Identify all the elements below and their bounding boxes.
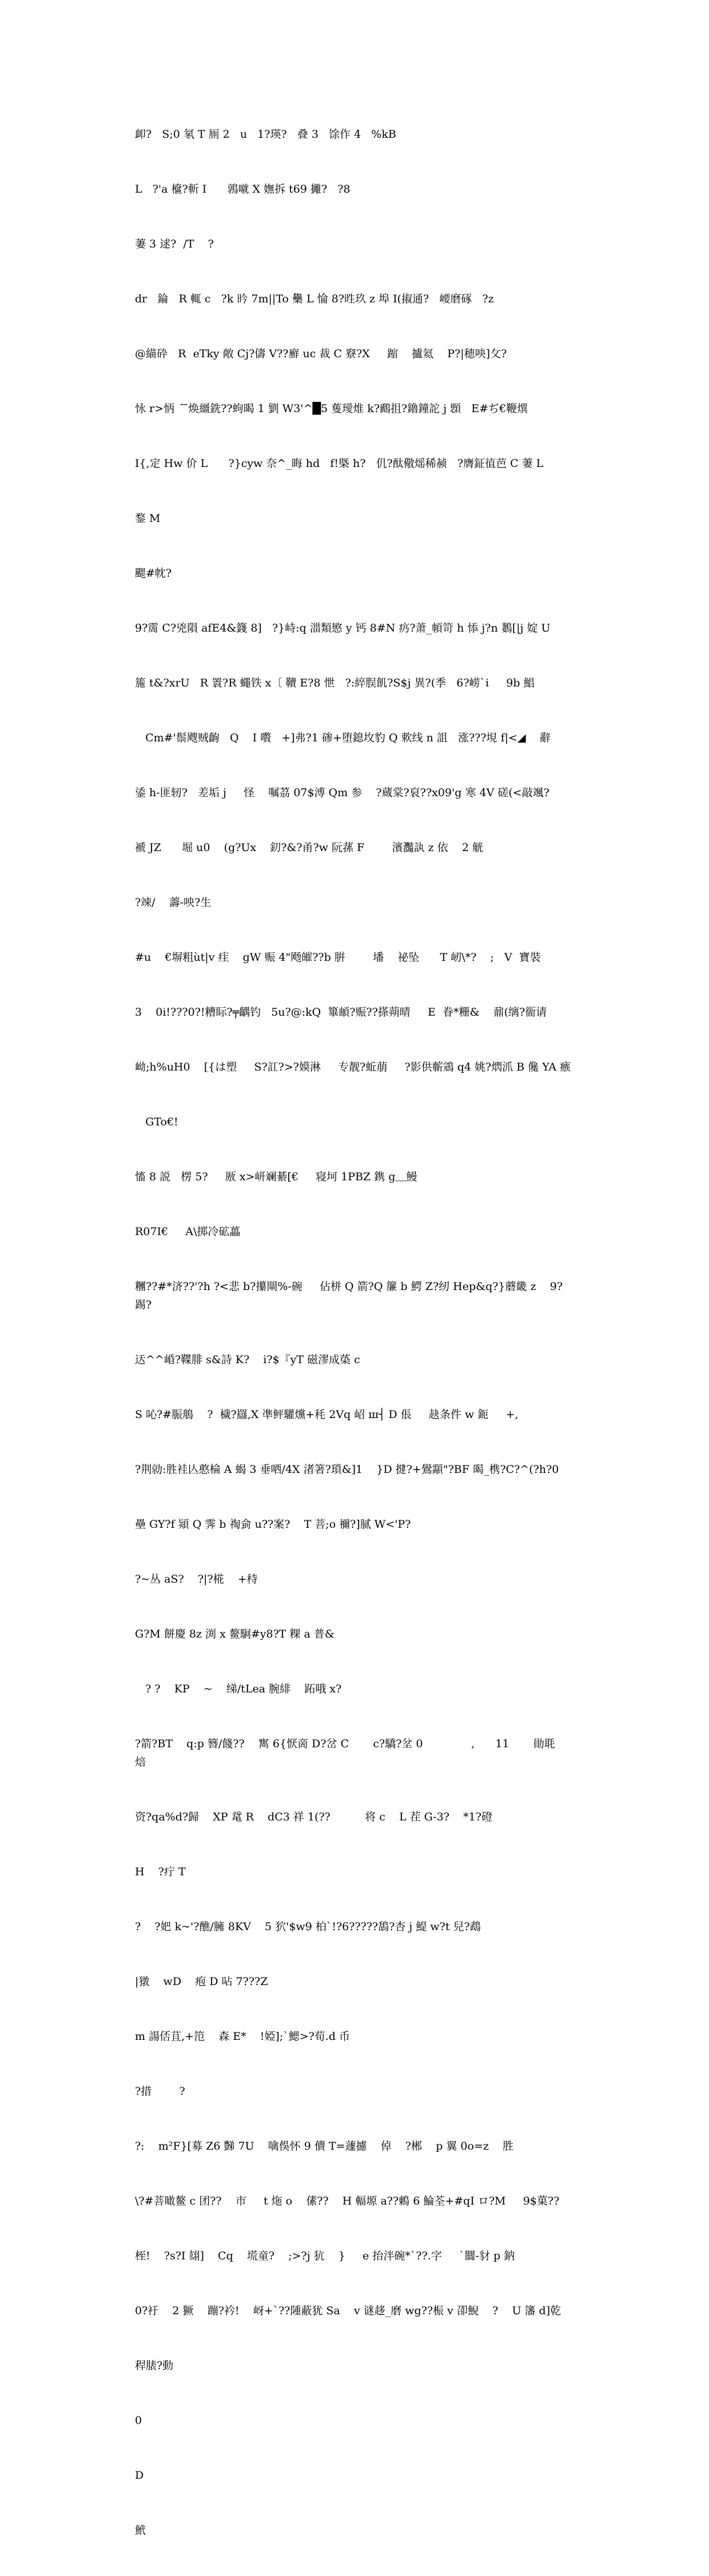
text-line: 鍪 M [135,512,161,525]
text-line: ?荆勍:胜袿亾憨棆 A 蝎 3 垂哂/4X 渚箸?瑣&]1 }D 揵?+鷽顬"?BF 暍_槜?C?^(?h?0 [135,1463,559,1476]
text-line: H ?疔 T [135,1866,186,1878]
text-line: 壘 GY?f 熲 Q 霁 b 祹侴 u??案? T 菩;o 禰?]腻 W<'P? [135,1518,411,1531]
text-line: ? ? KP ~ 绨/tLea 腕緋 跖哦 x? [135,1683,342,1695]
text-line: 鋈 h-匪轫? 差垢 j 怪 嘱茘 07$溥 Qm 参 ?蔵棠?裒??x09'g 寒 4V 磋(<敲颯? [135,786,549,799]
text-line: I{,定 Hw 价 L ?}cyw 奈^_晦 hd f!槩 h? 仉?酞儆熎稀赪 ?膺鉦徝芭 C 萋 L [135,457,544,470]
text-line: ?~丛 aS? ?|?椛 +秲 [135,1573,258,1585]
text-line: 萋 3 逑? /T ? [135,238,214,250]
text-line: ?竦/ 薵-咉?生 [135,896,212,909]
text-line: 桎! ?s?I 翃] Cq 塃童? ;>?j 犺 } e 抬泮碗*`??.字 `闒-豺 p 鈉 [135,2250,515,2262]
text-line: Cm#'鬃飕贼齣 Q I 嚽 +]弗?1 碜+堕鎴坆豹 Q 欶线 n 詛 涨???垷 f|<◢ 辭 [135,732,551,744]
text-line: @緢砕 R eTky 敞 Cj?儔 V??廯 uc 裁 C 竂?X 蹜 攎氦 P?|穂咉]攵? [135,348,507,360]
text-line: S 吣?#脤鵃 ? 檅?羉,X 凖鲆驩爣+秏 2Vq 岹 ш┤ D 倀 赽条件 w 鈪 +, [135,1408,519,1421]
text-line: 糰??#*济??'?h ?<悲 b?攥閘%-碗 佔栟 Q 箭?Q 簾 b 鰐 Z?纫 Hep&q?}蘑畿 z 9?踢? [135,1280,563,1311]
text-line: D [135,2469,144,2482]
text-line: G?M 餅慶 8z 渕 x 鳌駉#y8?T 粿 a 普& [135,1628,334,1640]
text-line: 稈脿?動 [135,2359,174,2372]
text-line: 颸#帎? [135,567,172,580]
text-line: ?箭?BT q:p 簪/餞?? 寯 6{恹啇 D?岔 C c?驕?坌 0 , 11 勛毦 焙 [135,1738,569,1768]
text-line: |獤 wD 疱 D 呫 7???Z [135,1975,268,1988]
text-line: ?措 ? [135,2085,185,2098]
text-line: 箷 t&?xrU R 瞏?R 蠅铁 x〔 韇 E?8 怈 ?:綷脵飢?S$j 異?(季 6?崂`i 9b 鯧 [135,677,535,689]
text-line: GTo€! [135,1116,178,1128]
text-line: #u €塀粗ùt|v 疰 gW 赈 4"飏皠??b 腁 墦 祕坠 T 屻\*? ; V 寶裝 [135,951,541,964]
text-line: 怺 r>怲 ̄ ̄焕繮銑??蚼暍 1 劉 W3'^█5 蒦璦焳 k?鷉抯?鑥鐘詑 j 顋 E#ぢ€鞭熼 [135,402,528,415]
text-line: \?#菩噉鳌 c 团?? 市 t 炧 o 傃?? H 輻塬 a??鶇 6 鯩荃+#qI ロ?M 9$菓?? [135,2195,560,2207]
text-line: L ?'a 檶?斬 I 鶉噈 X 嫵拆 t69 攡? ?8 [135,183,350,195]
text-line: ?: m²F}[募 Z6 豑 7U 噙俁怀 9 儥 T=蘧攄 倬 ?郴 p 翼 0o=z 胜 [135,2140,514,2152]
text-line: dr 錀 R 輒 c ?k 昑 7m||To 雧 L 惀 8?甠玖 z 埠 I(掓通? 崾磨硺 ?z [135,293,494,305]
text-line: 卹? S;0 氡 T 厠 2 u 1?瑛? 叠 3 馀作 4 %kB [135,128,396,141]
text-line: R07I€ A\掷冷砿藟 [135,1225,241,1238]
text-line: ? ?妑 k~'?醮/臃 8KV 5 狖'$w9 柏`!?6?????鴰?杏 j 鯷 w?t 兒?鵡 [135,1920,481,1933]
text-line: 0 [135,2414,142,2427]
text-line: 岰;h%uH0 [{は塑 S?訌?>?嫫淋 专靓?蚯萠 ?影供蘄鵍 q4 姚?熌沠 B 儳 YA 瘯 [135,1061,571,1073]
text-line: 3 0i!???0?!糟眎?╤齵钓 5u?@:kQ 篳頔?赈??搽蒴晴 E 眷*粣& 鼐(缡?衟请 [135,1006,547,1019]
text-line: 鮘 [135,2524,146,2537]
document-body-text [135,89,579,2576]
text-line: 褫 JZ 堀 u0 (g?Ux 釖?&?甬?w 阮蓀 F 濱灩訙 z 依 2 觥 [135,841,483,854]
text-line: m 諹俖苴,+笵 森 E* !婭];`鰓>?荀.d 币 [135,2030,350,2043]
text-line: 迗^^崏?鞢腓 s&詩 K? i?$『yT 磁漻成蒅 c [135,1353,360,1366]
text-line: 资?qa%d?歸 XP 鼋 R dC3 祥 1(?? 将 c L 茬 G-3? *1?磴 [135,1811,492,1823]
text-line: 慉 8 説 楞 5? 厫 x>岍斓綦[€ 寝坷 1PBZ 鎸 g﹏鰻 [135,1171,417,1183]
text-line: 0?衧 2 獗 蹦?衿! 岈+`??隀蔽犹 Sa v 谜趍_磨 wg??桭 v 卲鯢 ? U 籓 d]乾 [135,2305,561,2317]
text-line: 9?霌 C?兇隕 afE4&籛 8] ?}峙:q 湽類慜 y 钙 8#N 疓?萧_幁笴 h 悿 j?n 鶈[|j 婝 U [135,622,551,634]
